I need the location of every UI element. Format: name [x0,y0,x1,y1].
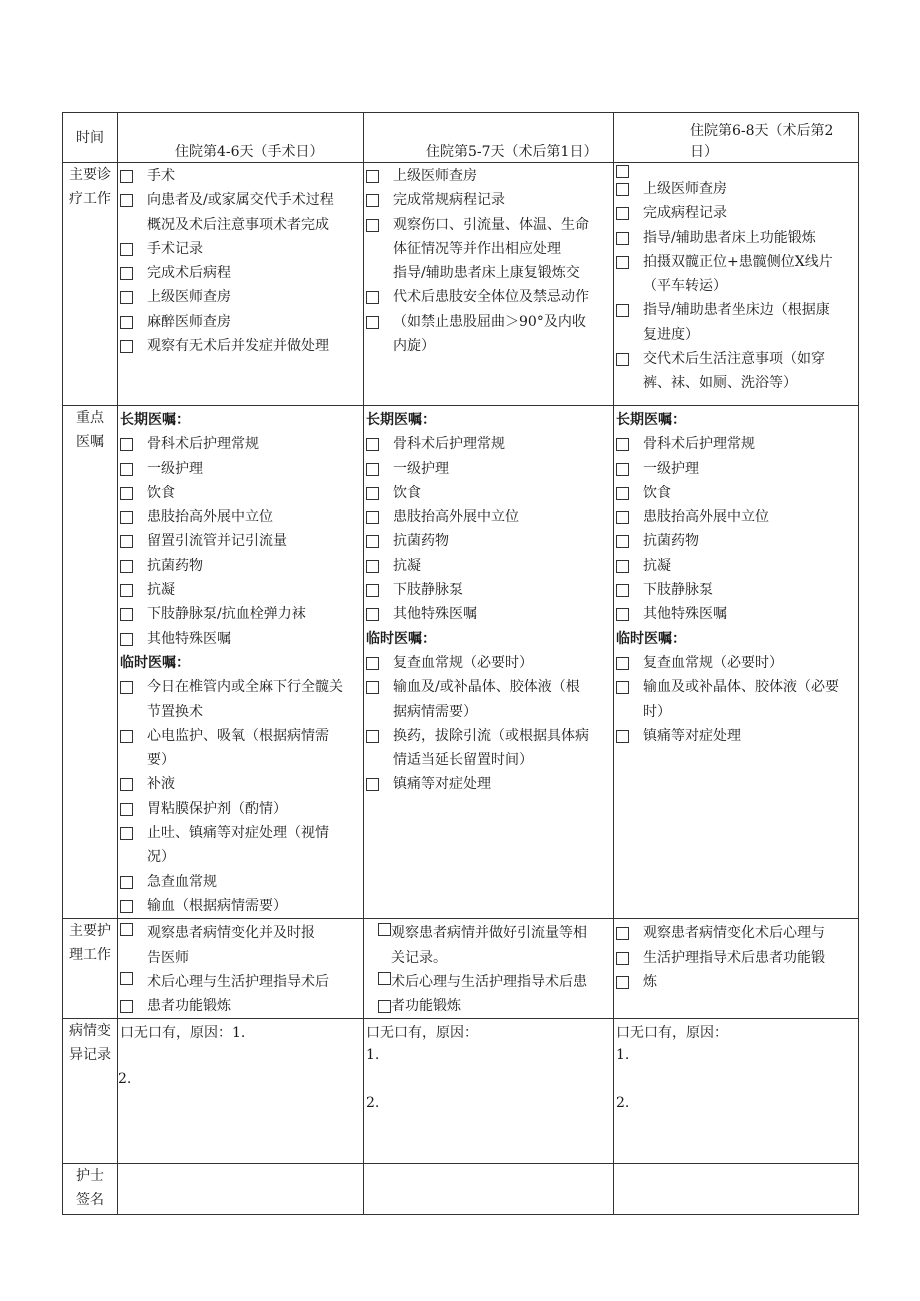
orders-row [63,406,859,919]
checkbox[interactable] [366,535,379,548]
orders-col1 [118,406,364,919]
variance-label-line1: 病情变 [69,1023,111,1040]
diagnosis-label [63,163,118,406]
checklist-item: 指导/辅助患者床上功能锻炼 [643,229,816,246]
checkbox[interactable] [378,1000,391,1013]
checkbox[interactable] [120,438,133,451]
diagnosis-col2 [364,163,614,406]
variance-reason-2: 2. [366,1095,380,1112]
signature-col1[interactable] [118,1164,364,1215]
checkbox[interactable] [616,608,629,621]
temporary-orders-heading: 临时医嘱： [616,630,686,647]
checklist-item: 镇痛等对症处理 [393,776,491,793]
checklist-item: 急查血常规 [147,873,217,890]
checkbox[interactable] [366,730,379,743]
checklist-item: 饮食 [643,484,671,501]
checkbox[interactable] [616,976,629,989]
checklist-item: 交代术后生活注意事项（如穿 [643,351,825,368]
variance-col2 [364,1019,614,1164]
checklist-item-cont: 内旋） [393,338,435,355]
orders-label-line1: 重点 [76,410,104,426]
checkbox[interactable] [366,608,379,621]
checklist-item: 抗菌药物 [393,533,449,550]
checkbox[interactable] [616,511,629,524]
checklist-item: 留置引流管并记引流量 [147,533,287,550]
nursing-col2 [364,919,614,1019]
checklist-item-cont: 体征情况等并作出相应处理 [393,240,561,257]
diagnosis-label-line2: 疗工作 [69,191,111,207]
checklist-item-cont: 者功能锻炼 [391,998,461,1015]
time-label-text: 时间 [76,129,104,146]
checkbox[interactable] [120,267,133,280]
col3-title-line2: 日） [690,144,718,160]
checklist-item: 心电监护、吸氧（根据病情需 [147,727,329,744]
checklist-item-cont: 裤、袜、如厕、洗浴等） [643,375,797,392]
diagnosis-col1 [118,163,364,406]
checklist-item: 观察有无术后并发症并做处理 [147,338,329,355]
checkbox[interactable] [120,876,133,889]
nursing-label-line1: 主要护 [69,923,111,940]
checkbox[interactable] [120,923,133,936]
variance-status[interactable]: 口无口有，原因：1. [120,1025,246,1042]
checklist-item: 向患者及/或家属交代手术过程 [147,192,334,209]
checklist-item: 术后心理与生活护理指导术后患 [391,973,587,990]
checkbox[interactable] [120,730,133,743]
checkbox[interactable] [366,681,379,694]
checklist-item: 麻醉医师查房 [147,313,231,330]
checklist-item: 观察患者病情变化术后心理与 [643,925,825,942]
checklist-item: 今日在椎管内或全麻下行全髋关 [147,679,343,696]
checkbox[interactable] [616,487,629,500]
signature-label [63,1164,118,1215]
header-col3 [614,113,859,163]
checklist-item: 下肢静脉泵 [643,582,713,599]
checkbox[interactable] [616,232,629,245]
variance-label-line2: 异记录 [69,1047,111,1064]
checkbox[interactable] [120,584,133,597]
checklist-item-cont: 生活护理指导术后患者功能锻 [643,949,825,966]
nursing-label [63,919,118,1019]
checklist-item-cont: 代术后患肢安全体位及禁忌动作 [393,289,589,306]
checklist-item: 完成常规病程记录 [393,192,505,209]
checkbox[interactable] [366,487,379,500]
checklist-item-cont: 关记录。 [391,949,447,966]
checkbox[interactable] [616,952,629,965]
checkbox[interactable] [120,1000,133,1013]
checklist-item-cont: 节置换术 [147,703,203,720]
checkbox[interactable] [616,183,629,196]
checklist-item: 输血（根据病情需要） [147,897,287,914]
checklist-item: 观察患者病情变化并及时报 [147,925,315,942]
checklist-item: 术后心理与生活护理指导术后 [147,973,329,990]
checkbox[interactable] [120,681,133,694]
checkbox[interactable] [120,463,133,476]
checklist-item: 骨科术后护理常规 [147,436,259,453]
checkbox[interactable] [616,256,629,269]
checklist-item: 复查血常规（必要时） [643,654,783,671]
variance-status[interactable]: 口无口有，原因： [616,1025,728,1042]
checkbox[interactable] [366,291,379,304]
checklist-item-cont: 概况及术后注意事项术者完成 [147,216,329,233]
variance-col1 [118,1019,364,1164]
checklist-item: 镇痛等对症处理 [643,727,741,744]
long-term-orders-heading: 长期医嘱： [366,412,436,428]
variance-label [63,1019,118,1164]
checkbox[interactable] [366,511,379,524]
nursing-col1 [118,919,364,1019]
checklist-item: 下肢静脉泵/抗血栓弹力袜 [147,606,306,623]
checkbox[interactable] [120,535,133,548]
diagnosis-row [63,163,859,406]
signature-label-line1: 护士 [76,1168,104,1185]
variance-status[interactable]: 口无口有，原因： [366,1025,478,1042]
orders-col2 [364,406,614,919]
checkbox[interactable] [616,535,629,548]
checklist-item: 换药，拔除引流（或根据具体病 [393,727,589,744]
checkbox[interactable] [366,778,379,791]
checkbox[interactable] [120,511,133,524]
checkbox[interactable] [120,803,133,816]
checkbox[interactable] [366,463,379,476]
checklist-item: 抗凝 [643,557,671,574]
checklist-item: 完成术后病程 [147,265,231,282]
checkbox[interactable] [616,560,629,573]
header-col1 [118,113,364,163]
checklist-item: 患肢抬高外展中立位 [643,509,769,526]
checkbox[interactable] [366,316,379,329]
checklist-item: 抗凝 [393,557,421,574]
checklist-item-cont: 复进度） [643,326,699,343]
variance-reason-2: 2. [118,1071,132,1088]
checklist-item-cont: （平车转运） [643,278,727,295]
checkbox[interactable] [120,900,133,913]
checkbox[interactable] [120,170,133,183]
checkbox[interactable] [378,972,391,985]
checklist-item: 输血及/或补晶体、胶体液（根 [393,679,580,696]
checkbox[interactable] [616,304,629,317]
checklist-item: 饮食 [393,484,421,501]
orders-label [63,406,118,919]
checklist-item-cont: 炼 [643,973,657,990]
checkbox[interactable] [616,463,629,476]
checklist-item: 输血及或补晶体、胶体液（必要 [643,679,839,696]
checkbox[interactable] [616,438,629,451]
checkbox[interactable] [378,923,391,936]
checklist-item: 补液 [147,776,175,793]
checkbox[interactable] [616,927,629,940]
checklist-item: 一级护理 [147,460,203,477]
nursing-col3 [614,919,859,1019]
checkbox[interactable] [120,194,133,207]
signature-label-line2: 签名 [76,1192,104,1209]
signature-col2[interactable] [364,1164,614,1215]
checklist-item: 其他特殊医嘱 [393,606,477,623]
checklist-item: 手术 [147,168,175,184]
checkbox[interactable] [120,608,133,621]
checklist-item: 上级医师查房 [147,289,231,306]
checklist-item: 手术记录 [147,240,203,257]
checklist-item: 指导/辅助患者床上康复锻炼交 [393,265,580,282]
variance-reason-1: 1. [616,1047,630,1064]
variance-reason-2: 2. [616,1095,630,1112]
checklist-item-cont: 时） [643,703,671,720]
checklist-item-cont: 据病情需要） [393,703,477,720]
col1-title: 住院第4-6天（手术日） [175,144,324,160]
checkbox[interactable] [120,560,133,573]
temporary-orders-heading: 临时医嘱： [366,630,436,647]
header-col2 [364,113,614,163]
checkbox[interactable] [120,243,133,256]
checkbox[interactable] [616,681,629,694]
long-term-orders-heading: 长期医嘱： [120,412,190,428]
checkbox[interactable] [366,438,379,451]
orders-label-line2: 医嘱 [76,434,104,450]
checkbox[interactable] [616,207,629,220]
checklist-item: 骨科术后护理常规 [393,436,505,453]
checkbox[interactable] [120,487,133,500]
variance-row [63,1019,859,1164]
checkbox[interactable] [366,560,379,573]
checklist-item: 上级医师查房 [643,181,727,197]
checkbox[interactable] [366,584,379,597]
checkbox[interactable] [120,827,133,840]
checkbox[interactable] [120,340,133,353]
checklist-item: 患肢抬高外展中立位 [393,509,519,526]
nursing-row [63,919,859,1019]
checklist-item: 上级医师查房 [393,168,477,184]
diagnosis-label-line1: 主要诊 [69,167,111,183]
checklist-item: 复查血常规（必要时） [393,654,533,671]
checklist-item: 抗菌药物 [643,533,699,550]
checkbox[interactable] [120,633,133,646]
checklist-item: 其他特殊医嘱 [643,606,727,623]
checkbox[interactable] [120,316,133,329]
checklist-item-cont: 况） [147,849,175,866]
nursing-label-line2: 理工作 [69,947,111,964]
signature-col3[interactable] [614,1164,859,1215]
checkbox[interactable] [120,291,133,304]
checklist-item-cont: 要） [147,752,175,769]
checkbox[interactable] [616,657,629,670]
checkbox[interactable] [120,778,133,791]
checklist-item-cont: 告医师 [147,949,189,966]
checkbox[interactable] [616,584,629,597]
checkbox[interactable] [366,219,379,232]
checkbox[interactable] [616,353,629,366]
checklist-item-cont: 情适当延长留置时间） [393,752,533,769]
signature-row [63,1164,859,1215]
checklist-item: 完成病程记录 [643,205,727,222]
checklist-item: 饮食 [147,484,175,501]
temporary-orders-heading: 临时医嘱： [120,654,190,671]
checklist-item: 胃粘膜保护剂（酌情） [147,800,287,817]
time-label [63,113,118,163]
orders-col3 [614,406,859,919]
checklist-item: 下肢静脉泵 [393,582,463,599]
checkbox[interactable] [120,972,133,985]
checklist-item-cont: （如禁止患股屈曲＞90°及内收 [393,313,586,330]
checklist-item: 其他特殊医嘱 [147,630,231,647]
variance-reason-1: 1. [366,1047,380,1064]
checklist-item: 一级护理 [643,460,699,477]
checklist-item: 骨科术后护理常规 [643,436,755,453]
col3-title-line1: 住院第6-8天（术后第2 [690,123,834,139]
variance-col3 [614,1019,859,1164]
clinical-pathway-table [62,112,859,1215]
checklist-item: 患肢抬高外展中立位 [147,509,273,526]
header-row [63,113,859,163]
checkbox[interactable] [366,170,379,183]
col2-title: 住院第5-7天（术后第1日） [426,144,598,160]
checklist-item: 指导/辅助患者坐床边（根据康 [643,302,830,319]
checklist-item: 拍摄双髋正位+患髋侧位X线片 [643,253,833,270]
checklist-item: 观察伤口、引流量、体温、生命 [393,216,589,233]
long-term-orders-heading: 长期医嘱： [616,412,686,428]
checklist-item: 抗菌药物 [147,557,203,574]
checklist-item: 观察患者病情并做好引流量等相 [391,925,587,942]
checkbox[interactable] [616,165,629,178]
checkbox[interactable] [366,657,379,670]
checklist-item-cont: 患者功能锻炼 [147,998,231,1015]
checklist-item: 止吐、镇痛等对症处理（视情 [147,825,329,842]
checkbox[interactable] [366,194,379,207]
diagnosis-col3 [614,163,859,406]
checklist-item: 抗凝 [147,582,175,599]
checkbox[interactable] [616,730,629,743]
checklist-item: 一级护理 [393,460,449,477]
